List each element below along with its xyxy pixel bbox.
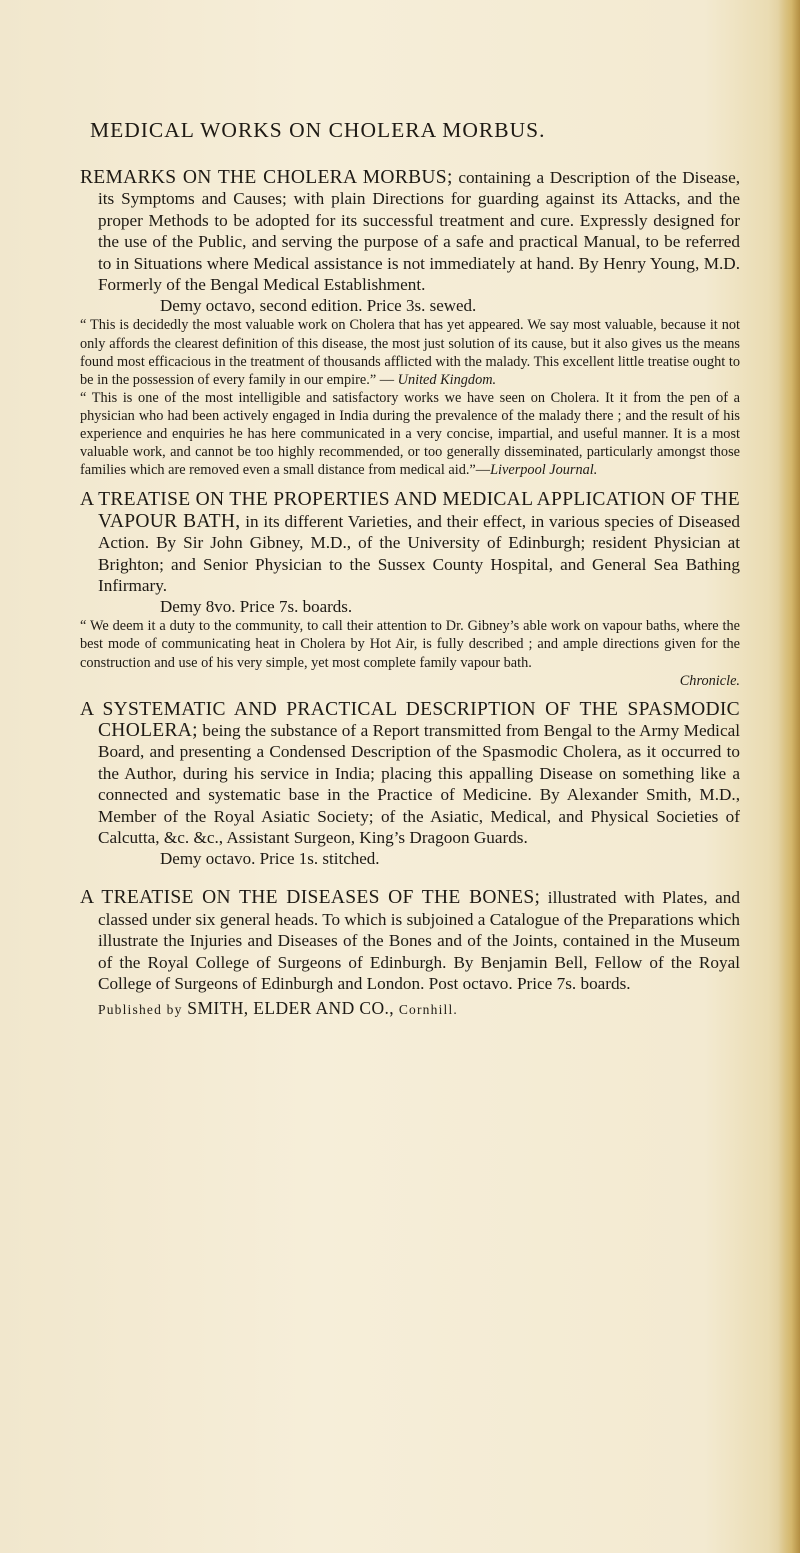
entry-title-caps: A SYSTEMATIC AND PRACTICAL DESCRIPTION OF THE SPASMODIC CHOLERA; xyxy=(80,698,740,741)
book-entry-diseases-of-bones xyxy=(80,887,740,994)
review-source: Chronicle. xyxy=(679,672,740,689)
entry-title-caps: A TREATISE ON THE DISEASES OF THE BONES; xyxy=(80,887,541,909)
review-text: “ This is decidedly the most valuable work on Cholera that has yet appeared. We say most valuable, because it not only affords the clearest definition of this disease, the most just solution of its cause, but it also gives us the means found most efficacious in the treatment of thousands afflicted with the malady. This excellent little treatise ought to be in the possession of every family in our empire.” — xyxy=(80,317,740,388)
page-title: MEDICAL WORKS ON CHOLERA MORBUS. xyxy=(90,118,546,142)
book-entry-spasmodic-cholera xyxy=(80,699,740,870)
published-by-label: Published by xyxy=(98,1002,183,1018)
publisher-name: SMITH, ELDER AND CO., xyxy=(182,998,399,1019)
entry-title xyxy=(80,699,740,849)
publisher-footer xyxy=(98,998,740,1019)
entry-title-caps: A TREATISE ON THE PROPERTIES AND MEDICAL APPLICATION OF THE VAPOUR BATH, xyxy=(80,489,740,532)
entry-description: illustrated with Plates, and classed under six general heads. To which is subjoined a Catalogue of the Preparations which illustrate the Injuries and Diseases of the Bones and of the Joints, contained in the Museum of the Royal College of Surgeons of Edinburgh. By Benjamin Bell, Fellow of the Royal College of Surgeons of Edinburgh and London. Post octavo. Price 7s. boards. xyxy=(98,888,740,994)
page-edge-shadow xyxy=(778,0,800,1553)
entry-description: in its different Varieties, and their effect, in various species of Diseased Action. By Sir John Gibney, M.D., of the University of Edinburgh; resident Physician at Brighton; and Senior Physician to the Sussex County Hospital, and General Sea Bathing Infirmary. xyxy=(98,511,741,595)
document-body xyxy=(80,118,740,1019)
review-quote xyxy=(80,617,740,671)
book-entry-vapour-bath xyxy=(80,489,740,689)
entry-description: being the substance of a Report transmitted from Bengal to the Army Medical Board, and presenting a Condensed Description of the Spasmodic Cholera, as it occurred to the Author, during his service in India; placing this appalling Disease on something like a connected and systematic base in the Practice of Medicine. By Alexander Smith, M.D., Member of the Royal Asiatic Society; of the Asiatic, Medical, and Physical Societies of Calcutta, &c. &c., Assistant Surgeon, King’s Dragoon Guards. xyxy=(98,721,740,848)
review-text: “ We deem it a duty to the community, to call their attention to Dr. Gibney’s able work on vapour baths, where the best mode of communicating heat in Cholera by Hot Air, is fully described ; and ample directions given for the construction and use of his very simple, yet most complete family vapour bath. xyxy=(80,618,740,671)
review-text: “ This is one of the most intelligible and satisfactory works we have seen on Cholera. It it from the pen of a physician who had been actively engaged in India during the prevalence of the malady there ; and the result of his experience and enquiries he has here communicated in a very concise, impartial, and useful manner. It is a most valuable work, and cannot be too highly recommended, or too generally disseminated, particularly amongst those families which are removed even a small distance from medical aid.”— xyxy=(80,389,740,479)
entry-title-caps: REMARKS ON THE CHOLERA MORBUS; xyxy=(80,167,453,188)
review-quote xyxy=(80,389,740,479)
entry-pubinfo: Demy octavo, second edition. Price 3s. sewed. xyxy=(160,296,477,316)
review-source: Liverpool Journal. xyxy=(490,462,598,479)
entry-pubinfo: Demy octavo. Price 1s. stitched. xyxy=(160,849,380,869)
entry-pubinfo: Demy 8vo. Price 7s. boards. xyxy=(160,597,353,617)
publisher-place: Cornhill. xyxy=(398,1002,459,1018)
entry-title xyxy=(80,887,740,994)
entry-title xyxy=(80,167,740,295)
book-entry-remarks xyxy=(80,167,740,479)
review-quote xyxy=(80,316,740,388)
entry-title xyxy=(80,489,740,596)
entry-description: containing a Description of the Disease, its Symptoms and Causes; with plain Directions for guarding against its Attacks, and the proper Methods to be adopted for its successful treatment and cure. Expressly designed for the use of the Public, and serving the purpose of a safe and practical Manual, to be referred to in Situations where Medical assistance is not immediately at hand. By Henry Young, M.D. Formerly of the Bengal Medical Establishment. xyxy=(98,168,741,295)
review-source: United Kingdom. xyxy=(397,371,497,388)
